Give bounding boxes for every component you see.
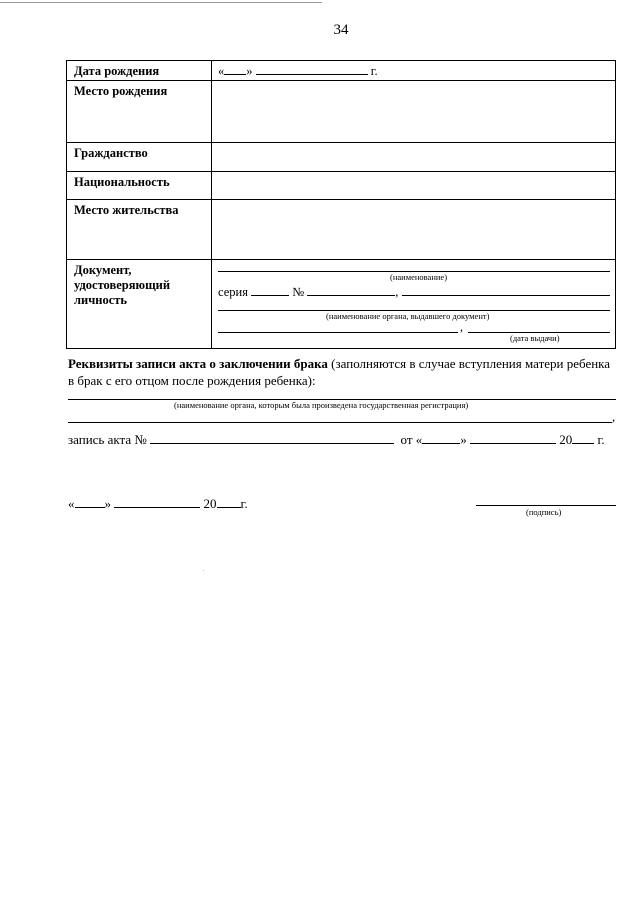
nationality-field[interactable] — [212, 172, 616, 200]
signature-day-blank[interactable] — [75, 496, 105, 508]
issue-comma: , — [460, 320, 464, 334]
signature-date-row — [68, 496, 248, 512]
document-extra-blank[interactable] — [402, 284, 610, 296]
birth-year-suffix: г. — [370, 64, 378, 78]
scan-speck — [203, 570, 204, 571]
record-row — [68, 432, 605, 448]
record-label: запись акта № — [68, 432, 147, 447]
birth-date-label: Дата рождения — [67, 61, 212, 81]
issuer-line-2[interactable] — [218, 332, 458, 333]
number-label: № — [292, 285, 305, 299]
signature-year-suffix: г. — [240, 496, 248, 511]
authority-caption: (наименование органа, которым была произведена государственная регистрация) — [174, 400, 469, 410]
citizenship-field[interactable] — [212, 143, 616, 172]
birth-place-field[interactable] — [212, 81, 616, 143]
birth-date-close-quote: » — [246, 64, 253, 78]
record-year-prefix: 20 — [559, 432, 573, 447]
residence-field[interactable] — [212, 200, 616, 260]
citizenship-label: Гражданство — [67, 143, 212, 172]
signature-year-prefix: 20 — [203, 496, 217, 511]
authority-line-2[interactable] — [68, 422, 612, 423]
birth-place-label: Место рождения — [67, 81, 212, 143]
birth-date-open-quote: « — [218, 64, 225, 78]
record-year-suffix: г. — [597, 432, 605, 447]
birth-month-blank[interactable] — [256, 63, 368, 75]
signature-open-quote: « — [68, 496, 75, 511]
record-day-blank[interactable] — [422, 432, 460, 444]
identity-document-label: Документ, удостоверяющий личность — [67, 260, 212, 349]
series-label: серия — [218, 285, 248, 299]
scan-edge-line — [0, 2, 322, 3]
record-month-blank[interactable] — [470, 432, 556, 444]
marriage-heading — [68, 355, 618, 389]
birth-day-blank[interactable] — [224, 63, 246, 75]
record-year-blank[interactable] — [572, 432, 594, 444]
authority-comma: , — [612, 409, 616, 424]
record-close-quote: » — [460, 432, 467, 447]
page-number: 34 — [333, 22, 349, 38]
signature-month-blank[interactable] — [114, 496, 200, 508]
nationality-label: Национальность — [67, 172, 212, 200]
signature-close-quote: » — [104, 496, 111, 511]
document-name-caption: (наименование) — [390, 272, 448, 282]
signature-caption: (подпись) — [526, 507, 562, 517]
identity-document-field[interactable] — [212, 260, 616, 349]
series-blank[interactable] — [251, 284, 289, 296]
number-comma: , — [395, 285, 399, 299]
record-from-label: от « — [400, 432, 423, 447]
marriage-heading-bold: Реквизиты записи акта о заключении брака — [68, 356, 328, 371]
marriage-heading-text: (заполняются в случае вступления матери ребенка в брак с его отцом после рождения ребенка): — [68, 356, 611, 388]
issuer-caption: (наименование органа, выдавшего документ) — [326, 311, 490, 321]
number-blank[interactable] — [307, 284, 395, 296]
signature-line[interactable] — [476, 505, 616, 506]
record-number-blank[interactable] — [150, 432, 394, 444]
residence-label: Место жительства — [67, 200, 212, 260]
birth-date-field[interactable] — [212, 61, 616, 81]
personal-data-table — [66, 60, 616, 349]
signature-year-blank[interactable] — [217, 496, 241, 508]
issue-date-caption: (дата выдачи) — [510, 333, 560, 343]
